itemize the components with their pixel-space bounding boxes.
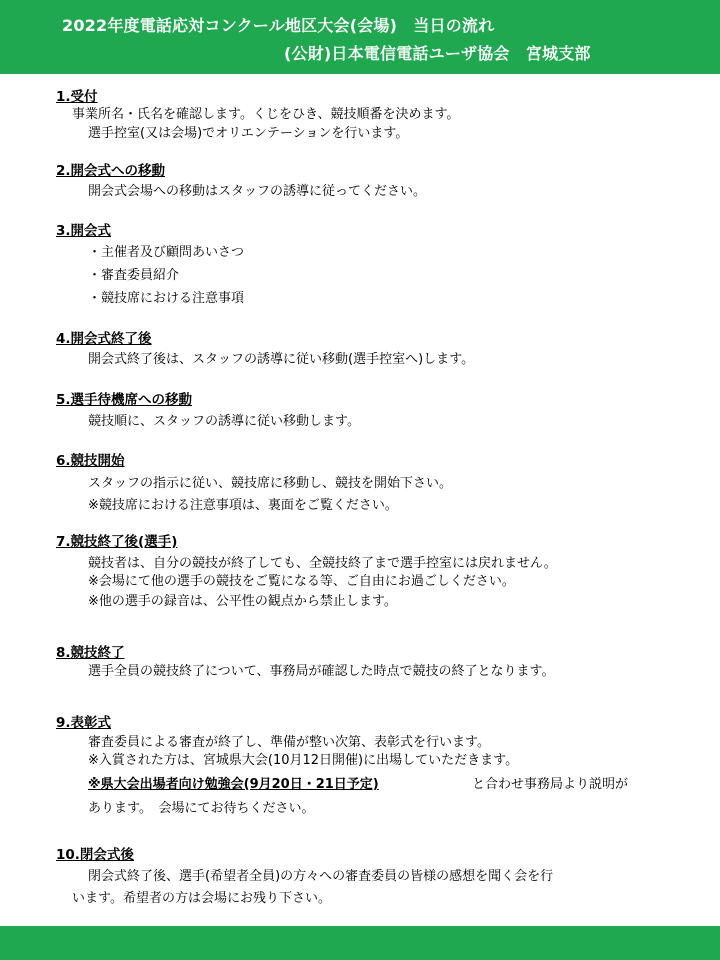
- section-line: 選手控室(又は会場)でオリエンテーションを行います。: [88, 126, 409, 141]
- section-line: ・主催者及び顧問あいさつ: [88, 245, 245, 260]
- organization-name: (公財)日本電信電話ユーザ協会 宮城支部: [284, 44, 591, 63]
- section-line: 開会式終了後は、スタッフの誘導に従い移動(選手控室へ)します。: [88, 352, 475, 367]
- section-heading: 1.受付: [56, 89, 98, 105]
- section-heading: 5.選手待機席への移動: [56, 392, 193, 408]
- section-line: ・審査委員紹介: [88, 268, 180, 283]
- section-heading: 7.競技終了後(選手): [56, 534, 178, 550]
- section-heading: 2.開会式への移動: [56, 163, 166, 179]
- section-line: スタッフの指示に従い、競技席に移動し、競技を開始下さい。: [88, 476, 453, 491]
- section-line: 競技順に、スタッフの誘導に従い移動します。: [88, 414, 360, 429]
- section-heading: 3.開会式: [56, 223, 112, 239]
- section-line: 事業所名・氏名を確認します。くじをひき、競技順番を決めます。: [72, 107, 460, 122]
- section-line: ※入賞された方は、宮城県大会(10月12日開催)に出場していただきます。: [88, 753, 519, 768]
- section-heading: 9.表彰式: [56, 715, 112, 731]
- section-heading: 6.競技開始: [56, 453, 125, 469]
- section-line: ※競技席における注意事項は、裏面をご覧ください。: [88, 498, 398, 513]
- section-line: 選手全員の競技終了について、事務局が確認した時点で競技の終了となります。: [88, 664, 555, 679]
- section-heading: 10.閉会式後: [56, 847, 134, 863]
- section-line: ・競技席における注意事項: [88, 291, 245, 306]
- section-line: ※会場にて他の選手の競技をご覧になる等、ご自由にお過ごしください。: [88, 574, 515, 589]
- section-line: ※他の選手の録音は、公平性の観点から禁止します。: [88, 594, 397, 609]
- section-heading: 4.開会式終了後: [56, 331, 152, 347]
- section-line: います。希望者の方は会場にお残り下さい。: [72, 891, 331, 906]
- section-line: あります。 会場にてお待ちください。: [88, 801, 315, 816]
- section-line: 閉会式終了後、選手(希望者全員)の方々への審査委員の皆様の感想を聞く会を行: [88, 869, 554, 884]
- section-line: 開会式会場への移動はスタッフの誘導に従ってください。: [88, 184, 427, 199]
- section-line: 競技者は、自分の競技が終了しても、全競技終了まで選手控室には戻れません。: [88, 556, 557, 571]
- section-line: 審査委員による審査が終了し、準備が整い次第、表彰式を行います。: [88, 735, 490, 750]
- section-line: と合わせ事務局より説明が: [472, 777, 629, 792]
- page-title: 2022年度電話応対コンクール地区大会(会場) 当日の流れ: [62, 16, 495, 35]
- section-heading: 8.競技終了: [56, 645, 125, 661]
- study-session-notice: ※県大会出場者向け勉強会(9月20日・21日予定): [88, 777, 379, 792]
- header-banner: [0, 0, 720, 74]
- footer-bar: [0, 926, 720, 960]
